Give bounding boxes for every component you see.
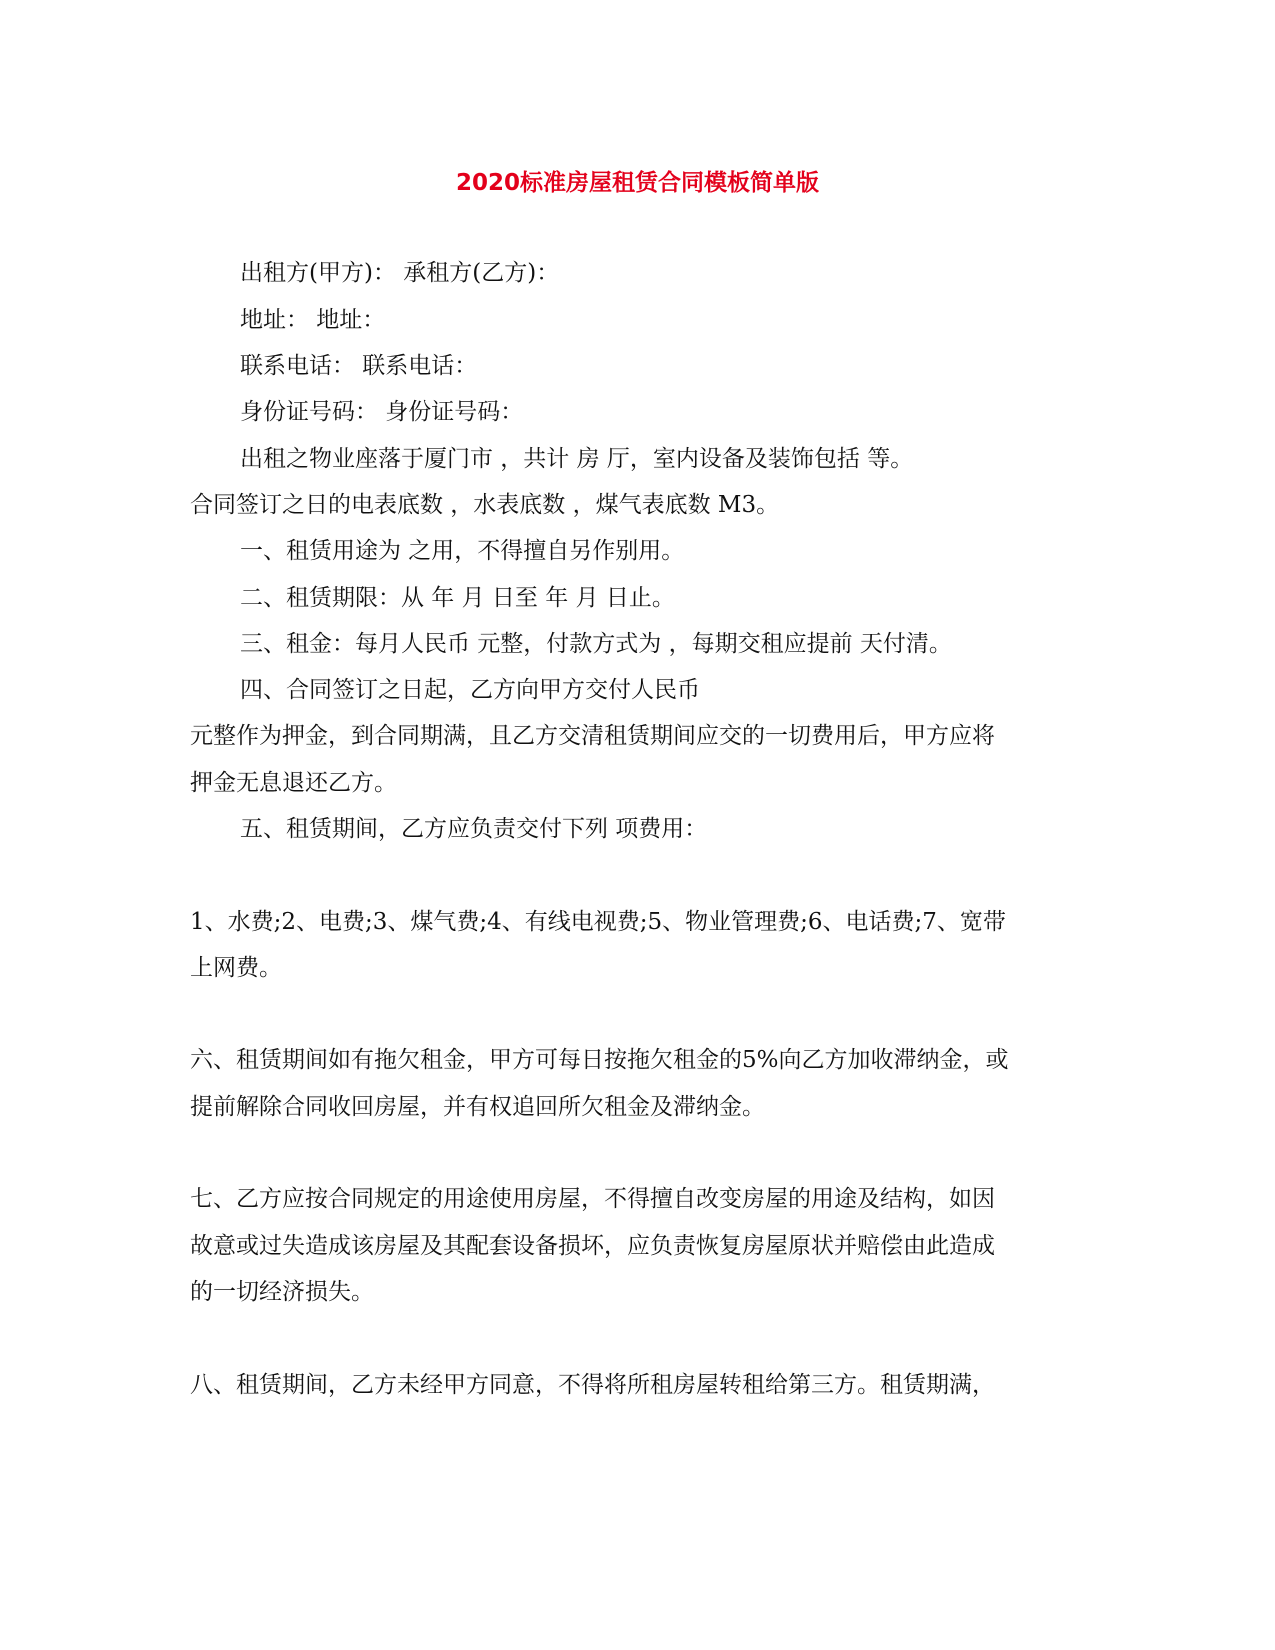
clause-8-line-1: 八、租赁期间，乙方未经甲方同意，不得将所租房屋转租给第三方。租赁期满， — [190, 1372, 995, 1398]
property-location-line: 出租之物业座落于厦门市 ，共计 房 厅，室内设备及装饰包括 等。 — [240, 446, 914, 472]
clause-6-line-2: 提前解除合同收回房屋，并有权追回所欠租金及滞纳金。 — [190, 1094, 765, 1120]
clause-7-line-3: 的一切经济损失。 — [190, 1279, 374, 1305]
clause-2-term: 二、租赁期限：从 年 月 日至 年 月 日止。 — [240, 585, 675, 611]
address-line: 地址： 地址： — [240, 307, 386, 333]
clause-1-usage: 一、租赁用途为 之用，不得擅自另作别用。 — [240, 538, 685, 564]
clause-7-line-2: 故意或过失造成该房屋及其配套设备损坏，应负责恢复房屋原状并赔偿由此造成 — [190, 1233, 995, 1259]
party-names-line: 出租方(甲方)： 承租方(乙方)： — [240, 260, 560, 286]
phone-line: 联系电话： 联系电话： — [240, 353, 478, 379]
clause-5-fees: 五、租赁期间，乙方应负责交付下列 项费用： — [240, 816, 708, 842]
meter-readings-line: 合同签订之日的电表底数 ，水表底数 ，煤气表底数 M3。 — [190, 492, 780, 518]
id-number-line: 身份证号码： 身份证号码： — [240, 399, 524, 425]
fee-list-line-1: 1、水费;2、电费;3、煤气费;4、有线电视费;5、物业管理费;6、电话费;7、宽带 — [190, 909, 1006, 935]
clause-6-line-1: 六、租赁期间如有拖欠租金，甲方可每日按拖欠租金的5%向乙方加收滞纳金，或 — [190, 1047, 1009, 1073]
clause-4-deposit-cont-2: 押金无息退还乙方。 — [190, 770, 397, 796]
clause-4-deposit-cont-1: 元整作为押金，到合同期满，且乙方交清租赁期间应交的一切费用后，甲方应将 — [190, 723, 995, 749]
clause-7-line-1: 七、乙方应按合同规定的用途使用房屋，不得擅自改变房屋的用途及结构，如因 — [190, 1186, 995, 1212]
fee-list-line-2: 上网费。 — [190, 955, 282, 981]
clause-4-deposit: 四、合同签订之日起，乙方向甲方交付人民币 — [240, 677, 700, 703]
document-title: 2020标准房屋租赁合同模板简单版 — [455, 170, 819, 196]
clause-3-rent: 三、租金：每月人民币 元整，付款方式为 ，每期交租应提前 天付清。 — [240, 631, 952, 657]
